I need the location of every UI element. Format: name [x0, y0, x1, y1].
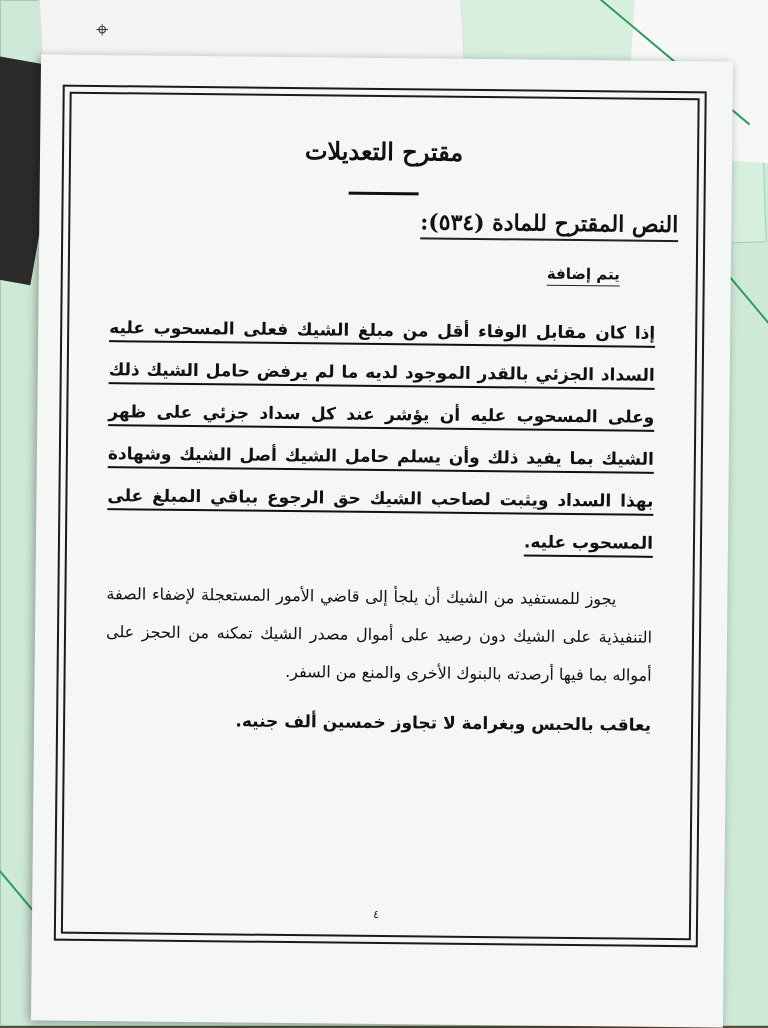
added-paragraph-text: إذا كان مقابل الوفاء أقل من مبلغ الشيك فعلى المسحوب عليه السداد الجزئي بالقدر الموجود لديه ما لم يرفض حامل الشيك ذلك وعلى المسحوب عليه أن يؤشر عند كل سداد جزئي على ظهر الشيك بما يفيد ذلك وأن يسلم حامل الشيك أصل الشيك وشهادة بهذا السداد ويثبت لصاحب الشيك حق الرجوع بباقي المبلغ على المسحوب عليه.	[107, 318, 656, 554]
beneficiary-paragraph-text: يجوز للمستفيد من الشيك أن يلجأ إلى قاضي الأمور المستعجلة لإضفاء الصفة التنفيذية على الشيك دون رصيد على أموال مصدر الشيك تمكنه من الحجز على أمواله بما فيها أرصدته بالبنوك الأخرى والمنع من السفر.	[105, 584, 653, 685]
title-divider	[349, 192, 419, 196]
page-border-outer	[54, 85, 707, 948]
article-heading: النص المقترح للمادة (٥٣٤):	[420, 209, 678, 242]
beneficiary-paragraph	[105, 575, 652, 695]
penalty-line: يعاقب بالحبس وبغرامة لا تجاوز خمسين ألف جنيه.	[235, 711, 652, 736]
page-border-inner	[61, 92, 700, 941]
document-title: مقترح التعديلات	[304, 136, 464, 167]
page-number: ٤	[373, 907, 380, 921]
add-label-row	[110, 236, 656, 287]
background-doodle: ⌖	[96, 18, 109, 43]
add-label: يتم إضافة	[547, 265, 620, 287]
document-page	[31, 54, 733, 1027]
page-content	[105, 134, 679, 741]
added-paragraph	[107, 307, 656, 565]
